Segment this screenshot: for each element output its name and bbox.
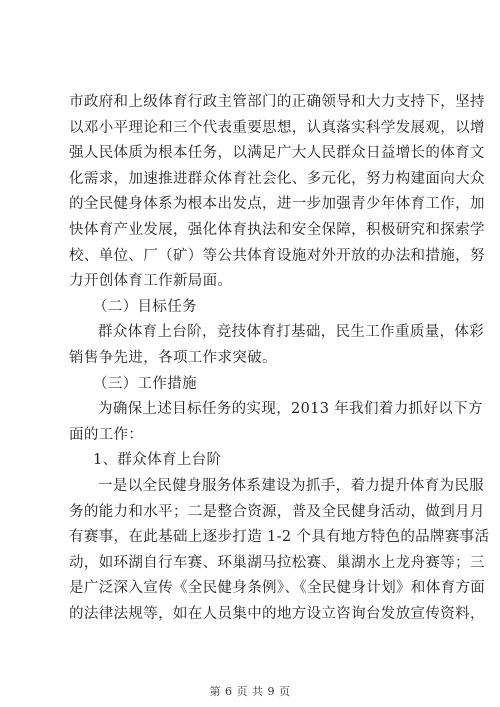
section-heading: （三）工作措施 xyxy=(93,375,197,392)
text-line: 校、单位、厂（矿）等公共体育设施对外开放的办法和措施，努 xyxy=(69,247,485,264)
text-line: 的法律法规等，如在人员集中的地方设立咨询台发放宣传资料， xyxy=(69,605,485,622)
text-line: 群众体育上台阶，竞技体育打基础，民生工作重质量，体彩 xyxy=(98,324,485,341)
text-line: 一是以全民健身服务体系建设为抓手，着力提升体育为民服 xyxy=(98,477,485,494)
page-footer: 第 6 页 共 9 页 xyxy=(209,685,291,698)
text-line: 面的工作： xyxy=(69,426,144,443)
section-heading: 1、群众体育上台阶 xyxy=(93,452,222,469)
text-line: 为确保上述目标任务的实现，2013 年我们着力抓好以下方 xyxy=(98,401,483,418)
text-line: 动，如环湖自行车赛、环巢湖马拉松赛、巢湖水上龙舟赛等；三 xyxy=(69,554,485,571)
text-line: 有赛事，在此基础上逐步打造 1-2 个具有地方特色的品牌赛事活 xyxy=(69,529,490,546)
text-line: 以邓小平理论和三个代表重要思想，认真落实科学发展观，以增 xyxy=(69,119,485,136)
text-line: 快体育产业发展，强化体育执法和安全保障，积极研究和探索学 xyxy=(69,221,485,238)
text-line: 力开创体育工作新局面。 xyxy=(69,273,233,290)
text-line: 务的能力和水平；二是整合资源，普及全民健身活动，做到月月 xyxy=(69,503,485,520)
text-line: 的全民健身体系为根本出发点，进一步加强青少年体育工作，加 xyxy=(69,196,485,213)
text-line: 销售争先进，各项工作求突破。 xyxy=(69,349,277,366)
section-heading: （二）目标任务 xyxy=(93,298,197,315)
text-line: 是广泛深入宣传《全民健身条例》、《全民健身计划》和体育方面 xyxy=(69,580,486,597)
text-line: 强人民体质为根本任务，以满足广大人民群众日益增长的体育文 xyxy=(69,145,485,162)
text-line: 化需求，加速推进群众体育社会化、多元化，努力构建面向大众 xyxy=(69,170,485,187)
document-body xyxy=(69,90,490,627)
text-line: 市政府和上级体育行政主管部门的正确领导和大力支持下，坚持 xyxy=(69,94,485,110)
